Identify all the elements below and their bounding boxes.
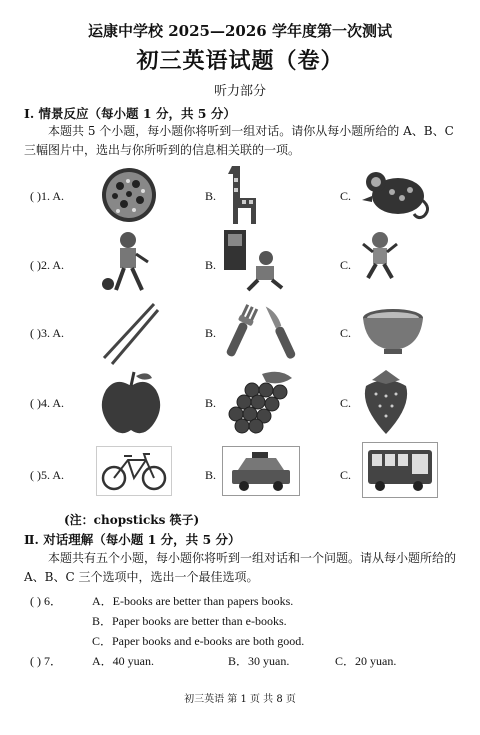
- question-2-option-b: B.: [205, 258, 217, 272]
- page-title: 初三英语试题（卷）: [136, 48, 344, 74]
- section1-instructions: 本题共 5 个小题，每小题你将听到一组对话。请你从每小题所给的 A、B、C 三幅图片中，选出与你所听到的信息相关联的一项。: [24, 124, 454, 157]
- question-6-option-b: B．Paper books are better than e-books.: [92, 614, 287, 628]
- question-3-option-b: B.: [205, 326, 217, 340]
- chopsticks-icon: [98, 300, 160, 366]
- listening-subtitle: 听力部分: [213, 84, 266, 99]
- question-7-number: ( ) 7．: [30, 654, 62, 668]
- question-4-option-b: B.: [205, 396, 217, 410]
- question-1-option-c: C.: [340, 189, 352, 203]
- question-2-number: ( )2. A.: [30, 258, 64, 272]
- question-5-option-b: B.: [205, 468, 217, 482]
- school-line: 运康中学校 2025—2026 学年度第一次测试: [88, 22, 392, 40]
- question-6-number: ( ) 6．: [30, 594, 62, 608]
- strawberry-icon: [358, 366, 414, 436]
- section2-heading: Ⅱ. 对话理解（每小题 1 分，共 5 分）: [24, 532, 241, 547]
- question-4-option-c: C.: [340, 396, 352, 410]
- page-footer: 初三英语 第 1 页 共 8 页: [184, 694, 296, 705]
- question-2-option-c: C.: [340, 258, 352, 272]
- mouse-icon: [358, 166, 434, 222]
- taxi-icon: [222, 446, 300, 496]
- question-1-number: ( )1. A.: [30, 189, 64, 203]
- question-4-number: ( )4. A.: [30, 396, 64, 410]
- section1-heading: I. 情景反应（每小题 1 分，共 5 分）: [24, 106, 236, 121]
- question-7-option-c: C．20 yuan.: [335, 654, 397, 668]
- question-3-number: ( )3. A.: [30, 326, 64, 340]
- grapes-icon: [222, 368, 298, 434]
- chopsticks-note: (注：chopsticks 筷子): [64, 513, 200, 527]
- pizza-icon: [98, 166, 160, 224]
- bus-icon: [362, 442, 438, 498]
- question-1-option-b: B.: [205, 189, 217, 203]
- boy-basketball-icon: [98, 230, 156, 296]
- giraffe-icon: [222, 162, 262, 226]
- boy-tv-icon: [222, 228, 286, 296]
- question-3-option-c: C.: [340, 326, 352, 340]
- bicycle-icon: [96, 446, 172, 496]
- question-7-option-a: A．40 yuan.: [92, 654, 154, 668]
- bowl-icon: [360, 306, 426, 358]
- question-6-option-c: C．Paper books and e-books are both good.: [92, 634, 305, 648]
- apple-icon: [96, 368, 166, 438]
- question-5-number: ( )5. A.: [30, 468, 64, 482]
- question-5-option-c: C.: [340, 468, 352, 482]
- question-7-option-b: B．30 yuan.: [228, 654, 290, 668]
- boy-jumping-icon: [360, 230, 400, 284]
- section2-instructions: 本题共有五个小题，每小题你将听到一组对话和一个问题。请从每小题所给的 A、B、C 三个选项中，选出一个最佳选项。: [24, 551, 457, 584]
- question-6-option-a: A．E-books are better than papers books.: [92, 594, 294, 608]
- fork-knife-icon: [220, 300, 302, 364]
